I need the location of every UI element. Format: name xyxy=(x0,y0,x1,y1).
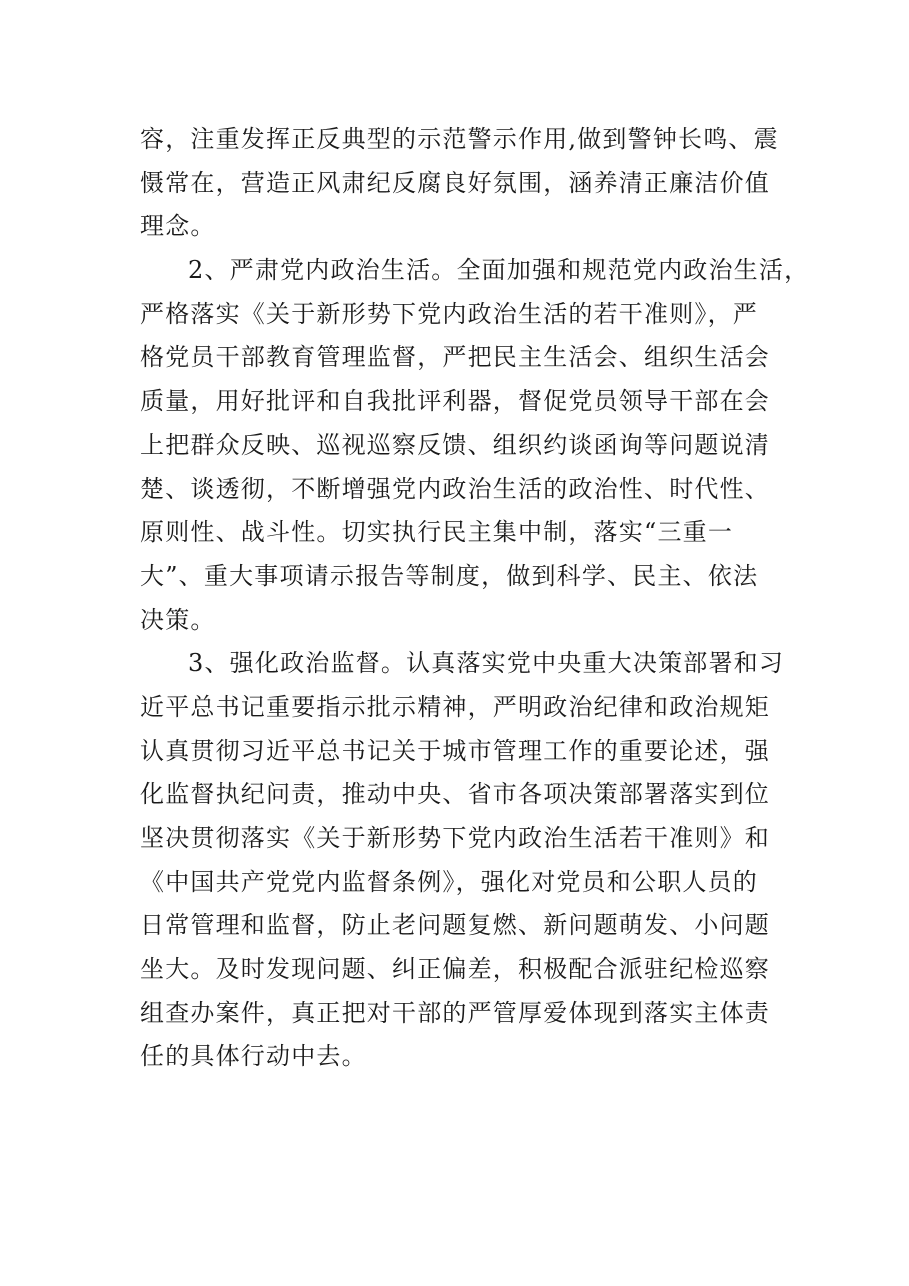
text-line: 容，注重发挥正反典型的示范警示作用,做到警钟长鸣、震 xyxy=(140,125,779,153)
section-2-heading-line: 2、严肃党内政治生活。全面加强和规范党内政治生活， xyxy=(188,256,810,285)
text-line: 慑常在，营造正风肃纪反腐良好氛围，涵养清正廉洁价值 xyxy=(140,168,770,197)
text-line: 近平总书记重要指示批示精神，严明政治纪律和政治规矩 xyxy=(140,692,770,721)
text-line: 原则性、战斗性。切实执行民主集中制，落实“三重一 xyxy=(140,518,734,547)
text-line: 上把群众反映、巡视巡察反馈、组织约谈函询等问题说清 xyxy=(140,430,770,459)
body-text xyxy=(140,118,810,1079)
text-line: 化监督执纪问责，推动中央、省市各项决策部署落实到位 xyxy=(140,780,770,809)
text-line: 质量，用好批评和自我批评利器，督促党员领导干部在会 xyxy=(140,387,770,416)
text-line: 理念。 xyxy=(140,212,216,241)
text-line: 《中国共产党党内监督条例》，强化对党员和公职人员的 xyxy=(140,867,758,896)
text-line: 认真贯彻习近平总书记关于城市管理工作的重要论述，强 xyxy=(140,736,770,765)
text-line: 决策。 xyxy=(140,605,216,634)
text-line: 大”、重大事项请示报告等制度，做到科学、民主、依法 xyxy=(140,561,759,590)
text-line: 格党员干部教育管理监督，严把民主生活会、组织生活会 xyxy=(140,343,770,372)
text-line: 任的具体行动中去。 xyxy=(140,1042,367,1071)
text-line: 严格落实《关于新形势下党内政治生活的若干准则》，严 xyxy=(140,299,758,328)
text-line: 楚、谈透彻，不断增强党内政治生活的政治性、时代性、 xyxy=(140,474,770,503)
text-line: 组查办案件，真正把对干部的严管厚爱体现到落实主体责 xyxy=(140,998,770,1027)
text-line: 坐大。及时发现问题、纠正偏差，积极配合派驻纪检巡察 xyxy=(140,955,770,984)
text-line: 日常管理和监督，防止老问题复燃、新问题萌发、小问题 xyxy=(140,911,770,940)
text-line: 坚决贯彻落实《关于新形势下党内政治生活若干准则》和 xyxy=(140,824,770,852)
section-3-heading-line: 3、强化政治监督。认真落实党中央重大决策部署和习 xyxy=(188,649,785,678)
